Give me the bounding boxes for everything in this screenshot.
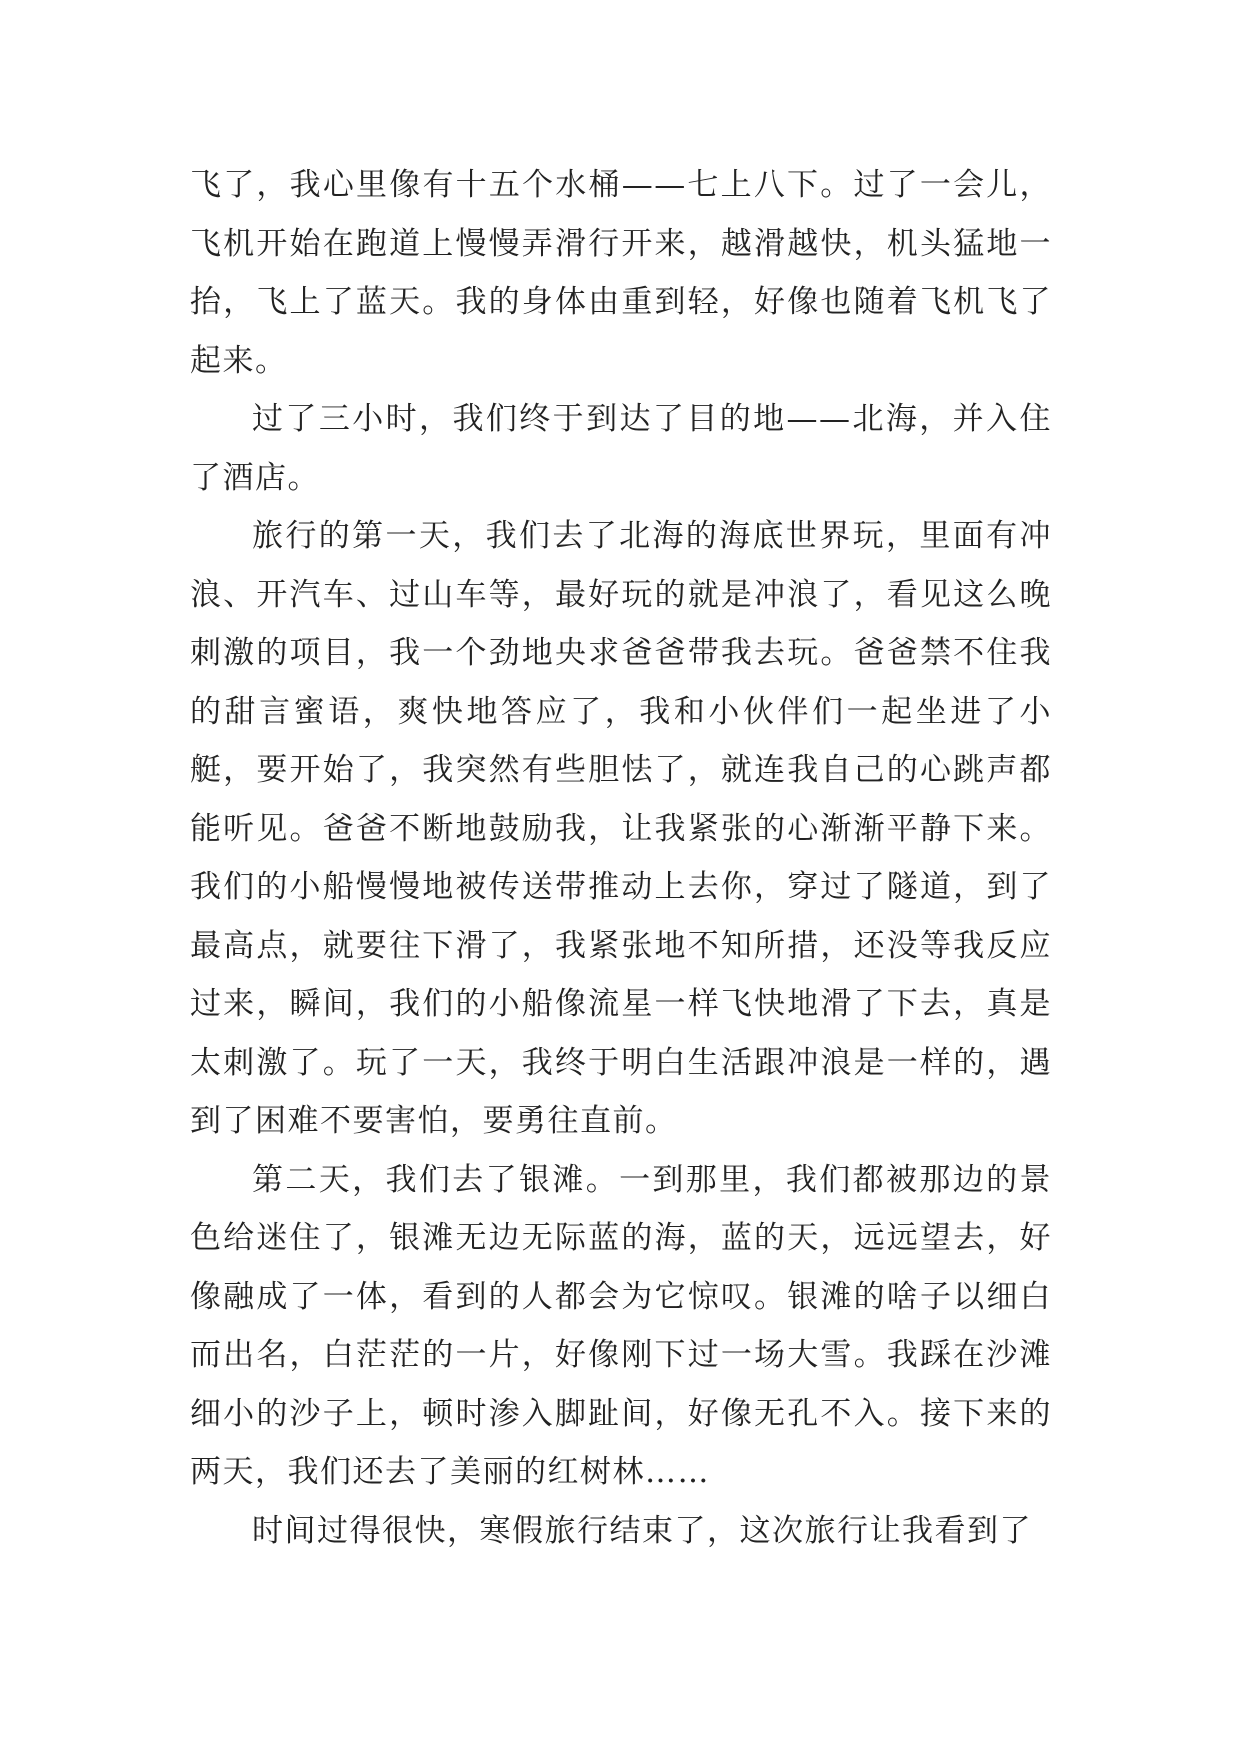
paragraph-3: 旅行的第一天，我们去了北海的海底世界玩，里面有冲浪、开汽车、过山车等，最好玩的就是冲浪了，看见这么晚刺激的项目，我一个劲地央求爸爸带我去玩。爸爸禁不住我的甜言蜜语，爽快地答应了，我和小伙伴们一起坐进了小艇，要开始了，我突然有些胆怯了，就连我自己的心跳声都能听见。爸爸不断地鼓励我，让我紧张的心渐渐平静下来。我们的小船慢慢地被传送带推动上去你，穿过了隧道，到了最高点，就要往下滑了，我紧张地不知所措，还没等我反应过来，瞬间，我们的小船像流星一样飞快地滑了下去，真是太刺激了。玩了一天，我终于明白生活跟冲浪是一样的，遇到了困难不要害怕，要勇往直前。 [190, 518, 1052, 1139]
paragraph-2: 过了三小时，我们终于到达了目的地——北海，并入住了酒店。 [190, 401, 1052, 496]
paragraph-5: 时间过得很快，寒假旅行结束了，这次旅行让我看到了 [252, 1512, 1032, 1549]
paragraph-4: 第二天，我们去了银滩。一到那里，我们都被那边的景色给迷住了，银滩无边无际蓝的海，蓝的天，远远望去，好像融成了一体，看到的人都会为它惊叹。银滩的啥子以细白而出名，白茫茫的一片，好像刚下过一场大雪。我踩在沙滩细小的沙子上，顿时渗入脚趾间，好像无孔不入。接下来的两天，我们还去了美丽的红树林…… [190, 1161, 1052, 1490]
paragraph-1: 飞了，我心里像有十五个水桶——七上八下。过了一会儿，飞机开始在跑道上慢慢弄滑行开来，越滑越快，机头猛地一抬，飞上了蓝天。我的身体由重到轻，好像也随着飞机飞了起来。 [190, 167, 1052, 379]
body-text [190, 156, 1052, 1560]
